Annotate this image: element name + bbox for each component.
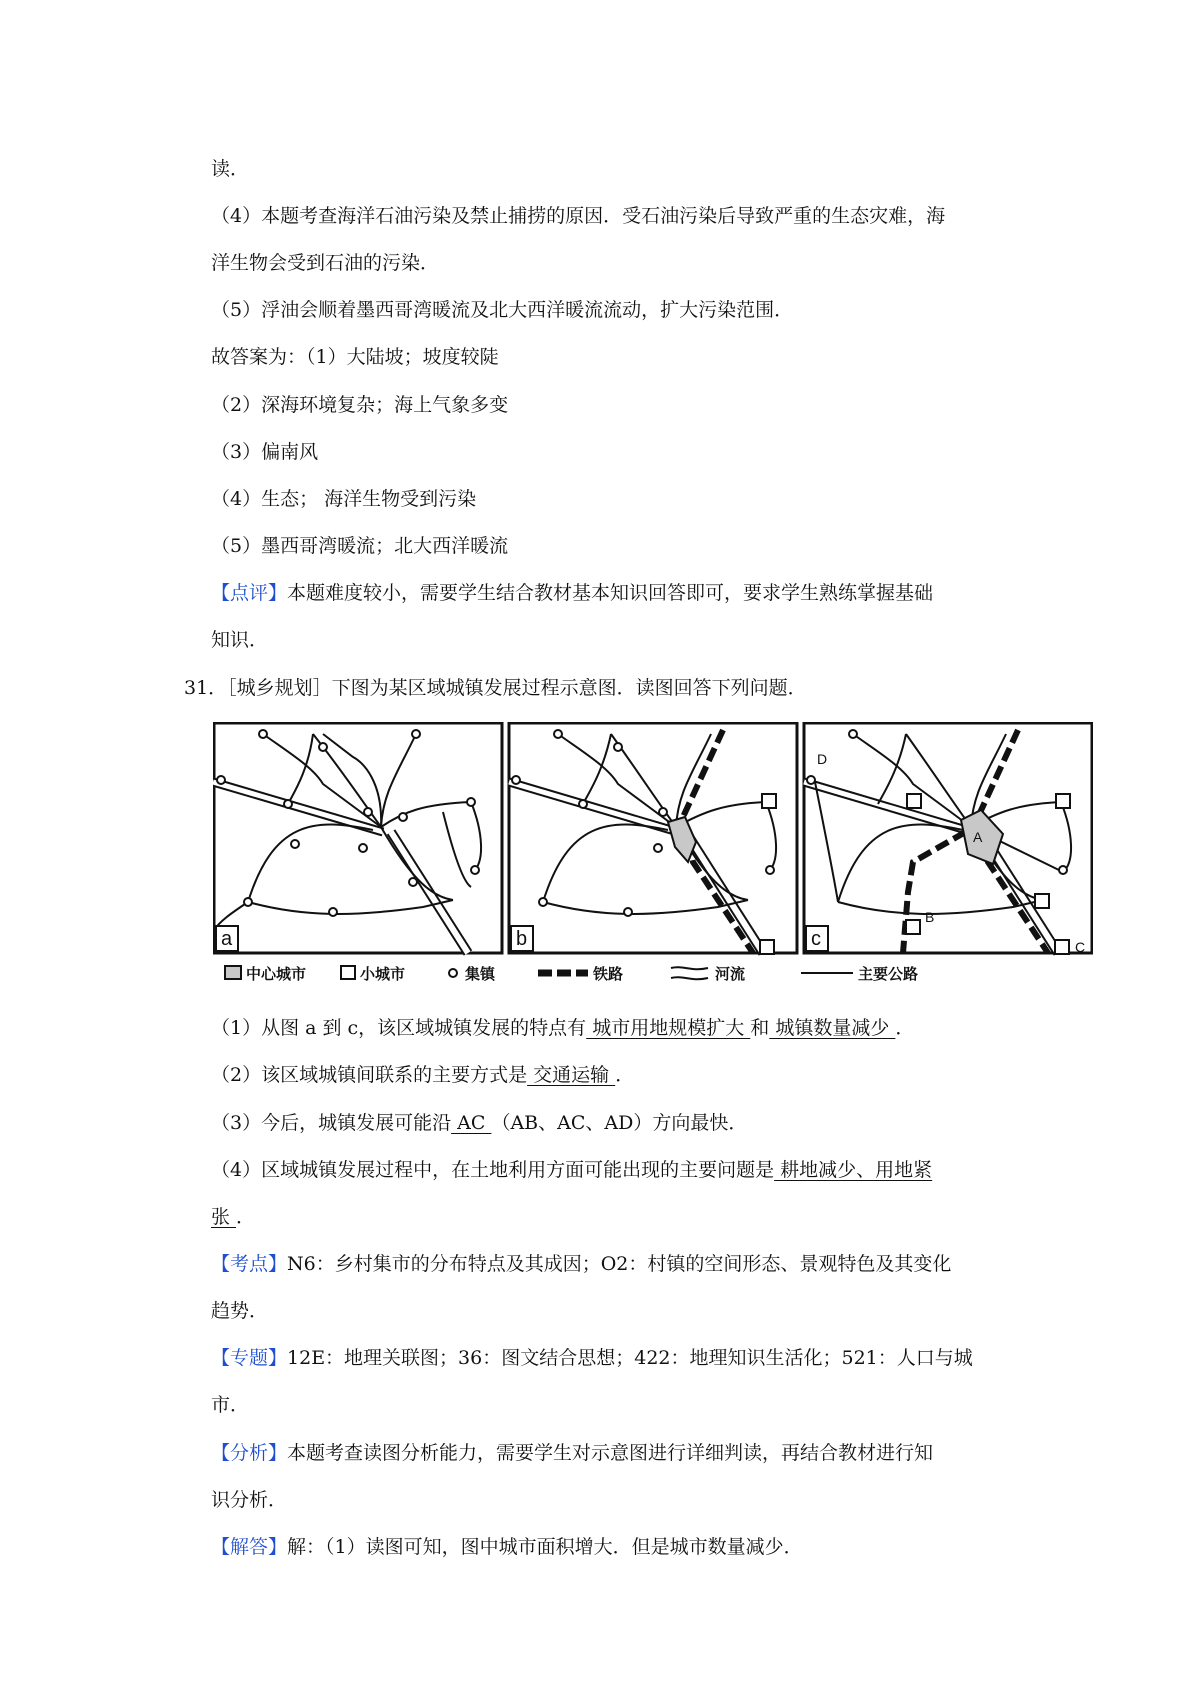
sub-question-2: （2）该区域城镇间联系的主要方式是 交通运输 ． (211, 1064, 635, 1086)
panel-b (509, 730, 776, 954)
jieda-tag: 【解答】 (211, 1536, 288, 1558)
kaodian-tag: 【考点】 (211, 1253, 288, 1275)
fenxi-tag: 【分析】 (211, 1442, 288, 1464)
review-text: 本题难度较小，需要学生结合教材基本知识回答即可，要求学生熟练掌握基础 (287, 582, 934, 604)
text-line: （4）生态； 海洋生物受到污染 (211, 488, 477, 510)
zhuanti-tag: 【专题】 (211, 1347, 288, 1369)
answer-blank: 交通运输 (527, 1064, 616, 1086)
legend-center-city: 中心城市 (246, 966, 307, 983)
legend-small-city: 小城市 (360, 966, 406, 983)
text-line: （5）浮油会顺着墨西哥湾暖流及北大西洋暖流流动，扩大污染范围． (211, 299, 794, 321)
point-a-label: A (973, 829, 983, 845)
text-line: （5）墨西哥湾暖流；北大西洋暖流 (211, 535, 509, 557)
legend-main-road: 主要公路 (858, 966, 919, 983)
sub-question-4-cont: 张 ． (211, 1206, 256, 1228)
panel-a-label: a (221, 928, 233, 950)
panel-a (213, 730, 481, 953)
panel-c-label: c (811, 928, 821, 950)
text-line: 洋生物会受到石油的污染． (211, 252, 440, 274)
text-line: 读． (211, 158, 250, 180)
answer-blank: 城镇数量减少 (769, 1017, 896, 1039)
panel-c (804, 730, 1071, 954)
answer-blank: 城市用地规模扩大 (586, 1017, 751, 1039)
fenxi-line: 【分析】本题考查读图分析能力，需要学生对示意图进行详细判读，再结合教材进行知 (211, 1442, 934, 1464)
answer-blank: AC (451, 1112, 492, 1134)
review-line (211, 580, 933, 606)
legend-town: 集镇 (465, 966, 496, 983)
text-line: 市． (211, 1394, 250, 1416)
figure-legend (225, 965, 918, 983)
text-line: （2）深海环境复杂；海上气象多变 (211, 394, 509, 416)
panel-c-frame (804, 723, 1092, 953)
answer-blank: 耕地减少、用地紧 (774, 1159, 933, 1181)
sub-question-4: （4）区域城镇发展过程中，在土地利用方面可能出现的主要问题是 耕地减少、用地紧 (211, 1159, 933, 1181)
sub-question-1: （1）从图 a 到 c，该区域城镇发展的特点有 城市用地规模扩大 和 城镇数量减少 ． (211, 1017, 915, 1039)
text-line: （4）本题考查海洋石油污染及禁止捕捞的原因．受石油污染后导致严重的生态灾难，海 (211, 205, 946, 227)
panel-b-frame (509, 723, 797, 953)
panel-a-frame (214, 723, 502, 953)
sub-question-3: （3）今后，城镇发展可能沿 AC （AB、AC、AD）方向最快． (211, 1112, 748, 1134)
point-b-label: B (925, 909, 935, 925)
text-line: 知识． (211, 629, 269, 651)
jieda-line: 【解答】解：（1）读图可知，图中城市面积增大．但是城市数量减少． (211, 1536, 803, 1558)
text-line: 故答案为：（1）大陆坡；坡度较陡 (211, 346, 499, 368)
question-title: 31．［城乡规划］下图为某区域城镇发展过程示意图．读图回答下列问题． (184, 677, 807, 699)
point-c-label: C (1075, 939, 1086, 955)
text-line: 识分析． (211, 1489, 288, 1511)
text-line: （3）偏南风 (211, 441, 319, 463)
answer-blank: 张 (211, 1206, 237, 1228)
town-development-figure (213, 722, 1093, 998)
review-tag: 【点评】 (211, 582, 288, 604)
point-d-label: D (817, 751, 828, 767)
legend-river: 河流 (715, 966, 746, 983)
legend-railway: 铁路 (593, 966, 624, 983)
text-line: 趋势． (211, 1300, 269, 1322)
zhuanti-line: 【专题】12E：地理关联图；36：图文结合思想；422：地理知识生活化；521：人口与城 (211, 1347, 973, 1369)
kaodian-line: 【考点】N6：乡村集市的分布特点及其成因；O2：村镇的空间形态、景观特色及其变化 (211, 1253, 952, 1275)
panel-b-label: b (516, 928, 528, 950)
